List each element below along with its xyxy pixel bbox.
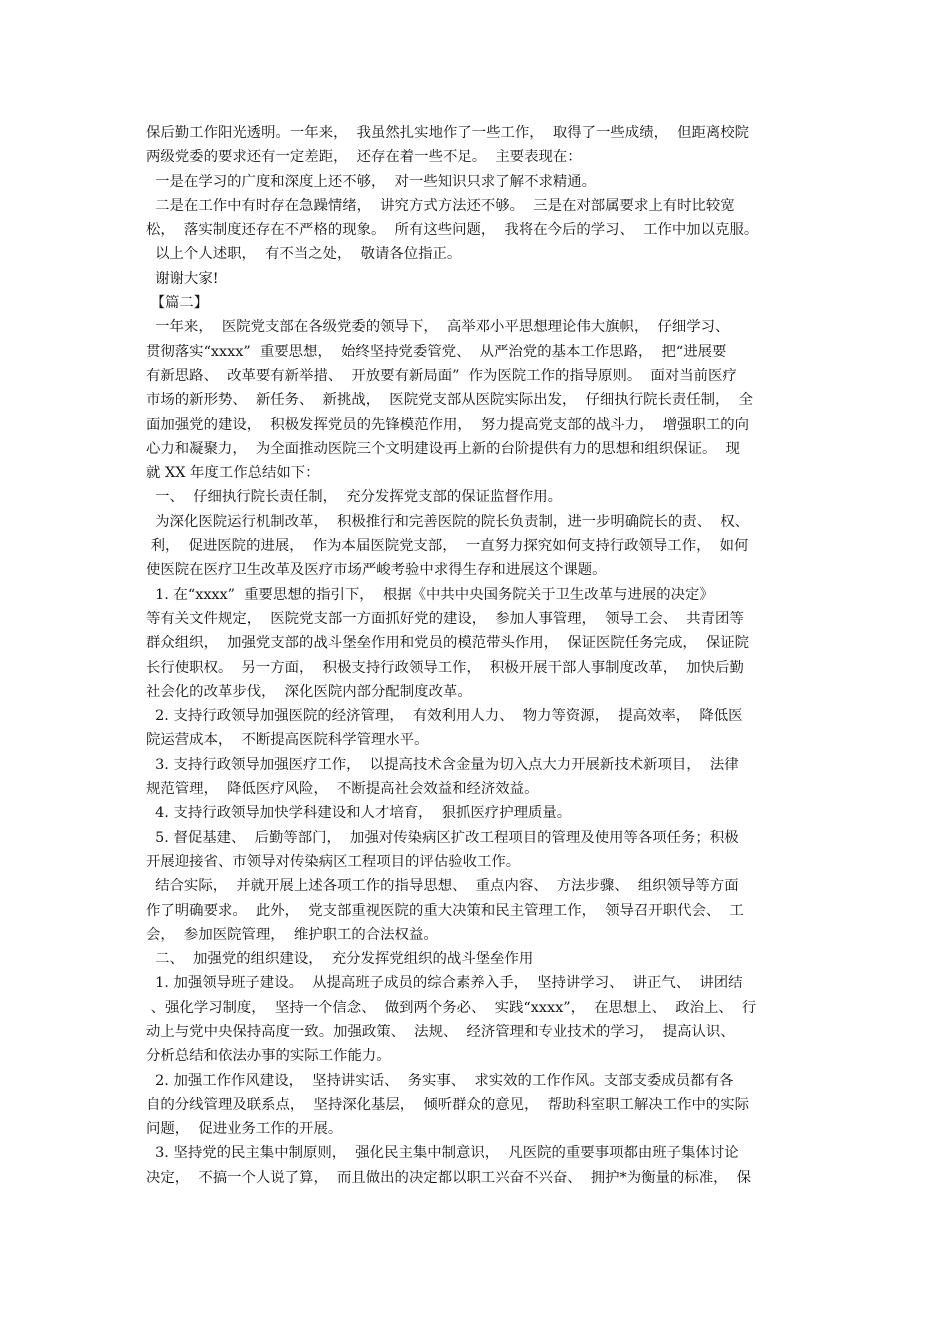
text-line: 5. 督促基建、 后勤等部门， 加强对传染病区扩改工程项目的管理及使用等各项任务；积极: [146, 829, 739, 846]
text-line: 面加强党的建设， 积极发挥党员的先锋模范作用， 努力提高党支部的战斗力， 增强职工的向: [146, 416, 750, 433]
text-line: 2. 支持行政领导加强医院的经济管理， 有效利用人力、 物力等资源， 提高效率， 降低医: [146, 708, 743, 725]
text-line: 4. 支持行政领导加快学科建设和人才培育， 狠抓医疗护理质量。: [146, 805, 572, 822]
text-line: 两级党委的要求还有一定差距， 还存在着一些不足。 主要表现在：: [146, 149, 582, 166]
text-line: 使医院在医疗卫生改革及医疗市场严峻考验中求得生存和进展这个课题。: [146, 562, 607, 579]
text-line: 保后勤工作阳光透明。一年来， 我虽然扎实地作了一些工作， 取得了一些成绩， 但距离校院: [146, 125, 750, 141]
text-line: 分析总结和依法办事的实际工作能力。: [146, 1048, 391, 1065]
text-line: 有新思路、 改革要有新举措、 开放要有新局面” 作为医院工作的指导原则。 面对当前医疗: [146, 367, 737, 384]
text-line: 一年来， 医院党支部在各级党委的领导下， 高举邓小平思想理论伟大旗帜， 仔细学习、: [146, 319, 730, 336]
text-line: 问题， 促进业务工作的开展。: [146, 1121, 343, 1138]
text-line: 1. 加强领导班子建设。 从提高班子成员的综合素养入手， 坚持讲学习、 讲正气、 讲团结: [146, 975, 743, 992]
text-line: 、强化学习制度， 坚持一个信念、 做到两个务必、 实践“xxxx”， 在思想上、 政治上、 行: [146, 999, 757, 1016]
text-line: 规范管理， 降低医疗风险， 不断提高社会效益和经济效益。: [146, 781, 539, 798]
document-page: [146, 121, 812, 1190]
text-line: 谢谢大家!: [146, 270, 219, 287]
text-line: 开展迎接省、市领导对传染病区工程项目的评估验收工作。: [146, 853, 521, 870]
text-line: 社会化的改革步伐， 深化医院内部分配制度改革。: [146, 683, 472, 700]
text-line: 【篇二】: [146, 295, 209, 312]
text-line: 等有关文件规定， 医院党支部一方面抓好党的建设， 参加人事管理， 领导工会、 共青团等: [146, 610, 744, 627]
text-line: 心力和凝聚力， 为全面推动医院三个文明建设再上新的台阶提供有力的思想和组织保证。 现: [146, 440, 740, 457]
text-line: 动上与党中央保持高度一致。加强政策、 法规、 经济管理和专业技术的学习， 提高认识、: [146, 1023, 735, 1040]
text-line: 长行使职权。 另一方面， 积极支持行政领导工作， 积极开展干部人事制度改革， 加快后勤: [146, 659, 744, 676]
text-line: 松， 落实制度还存在不严格的现象。 所有这些问题， 我将在今后的学习、 工作中加以克服。: [146, 222, 759, 239]
text-line: 3. 坚持党的民主集中制原则， 强化民主集中制意识， 凡医院的重要事项都由班子集体讨论: [146, 1145, 739, 1162]
text-line: 群众组织， 加强党支部的战斗堡垒作用和党员的模范带头作用， 保证医院任务完成， 保证院: [146, 635, 750, 652]
text-line: 会， 参加医院管理， 维护职工的合法权益。: [146, 926, 438, 943]
text-line: 二是在工作中有时存在急躁情绪， 讲究方式方法还不够。 三是在对部属要求上有时比较宽: [146, 197, 735, 214]
text-line: 一、 仔细执行院长责任制， 充分发挥党支部的保证监督作用。: [146, 489, 562, 506]
text-line: 2. 加强工作作风建设， 坚持讲实话、 务实事、 求实效的工作作风。支部支委成员都有各: [146, 1072, 734, 1089]
text-line: 为深化医院运行机制改革， 积极推行和完善医院的院长负责制，进一步明确院长的责、 权、: [146, 513, 750, 530]
text-line: 结合实际， 并就开展上述各项工作的指导思想、 重点内容、 方法步骤、 组织领导等方面: [146, 878, 739, 895]
text-line: 决定， 不搞一个人说了算， 而且做出的决定都以职工兴奋不兴奋、 拥护*为衡量的标准， 保: [146, 1169, 752, 1186]
text-line: 利， 促进医院的进展， 作为本届医院党支部， 一直努力探究如何支持行政领导工作， 如何: [146, 538, 749, 555]
text-line: 就 XX 年度工作总结如下：: [146, 465, 320, 482]
text-line: 1. 在“xxxx” 重要思想的指引下， 根据《中共中央国务院关于卫生改革与进展的决定》: [146, 586, 714, 603]
text-line: 二、 加强党的组织建设， 充分发挥党组织的战斗堡垒作用: [146, 951, 534, 968]
text-line: 一是在学习的广度和深度上还不够， 对一些知识只求了解不求精通。: [146, 173, 597, 190]
text-line: 院运营成本， 不断提高医院科学管理水平。: [146, 732, 429, 749]
text-line: 作了明确要求。 此外， 党支部重视医院的重大决策和民主管理工作， 领导召开职代会、 工: [146, 902, 744, 919]
text-line: 自的分线管理及联系点， 坚持深化基层， 倾听群众的意见， 帮助科室职工解决工作中的实际: [146, 1096, 750, 1113]
text-line: 以上个人述职， 有不当之处， 敬请各位指正。: [146, 246, 462, 263]
text-line: 市场的新形势、 新任务、 新挑战， 医院党支部从医院实际出发， 仔细执行院长责任制， 全: [146, 392, 753, 409]
text-line: 3. 支持行政领导加强医疗工作， 以提高技术含金量为切入点大力开展新技术新项目， 法律: [146, 756, 739, 773]
text-line: 贯彻落实“xxxx” 重要思想， 始终坚持党委管党、 从严治党的基本工作思路， 把“进展要: [146, 343, 727, 360]
